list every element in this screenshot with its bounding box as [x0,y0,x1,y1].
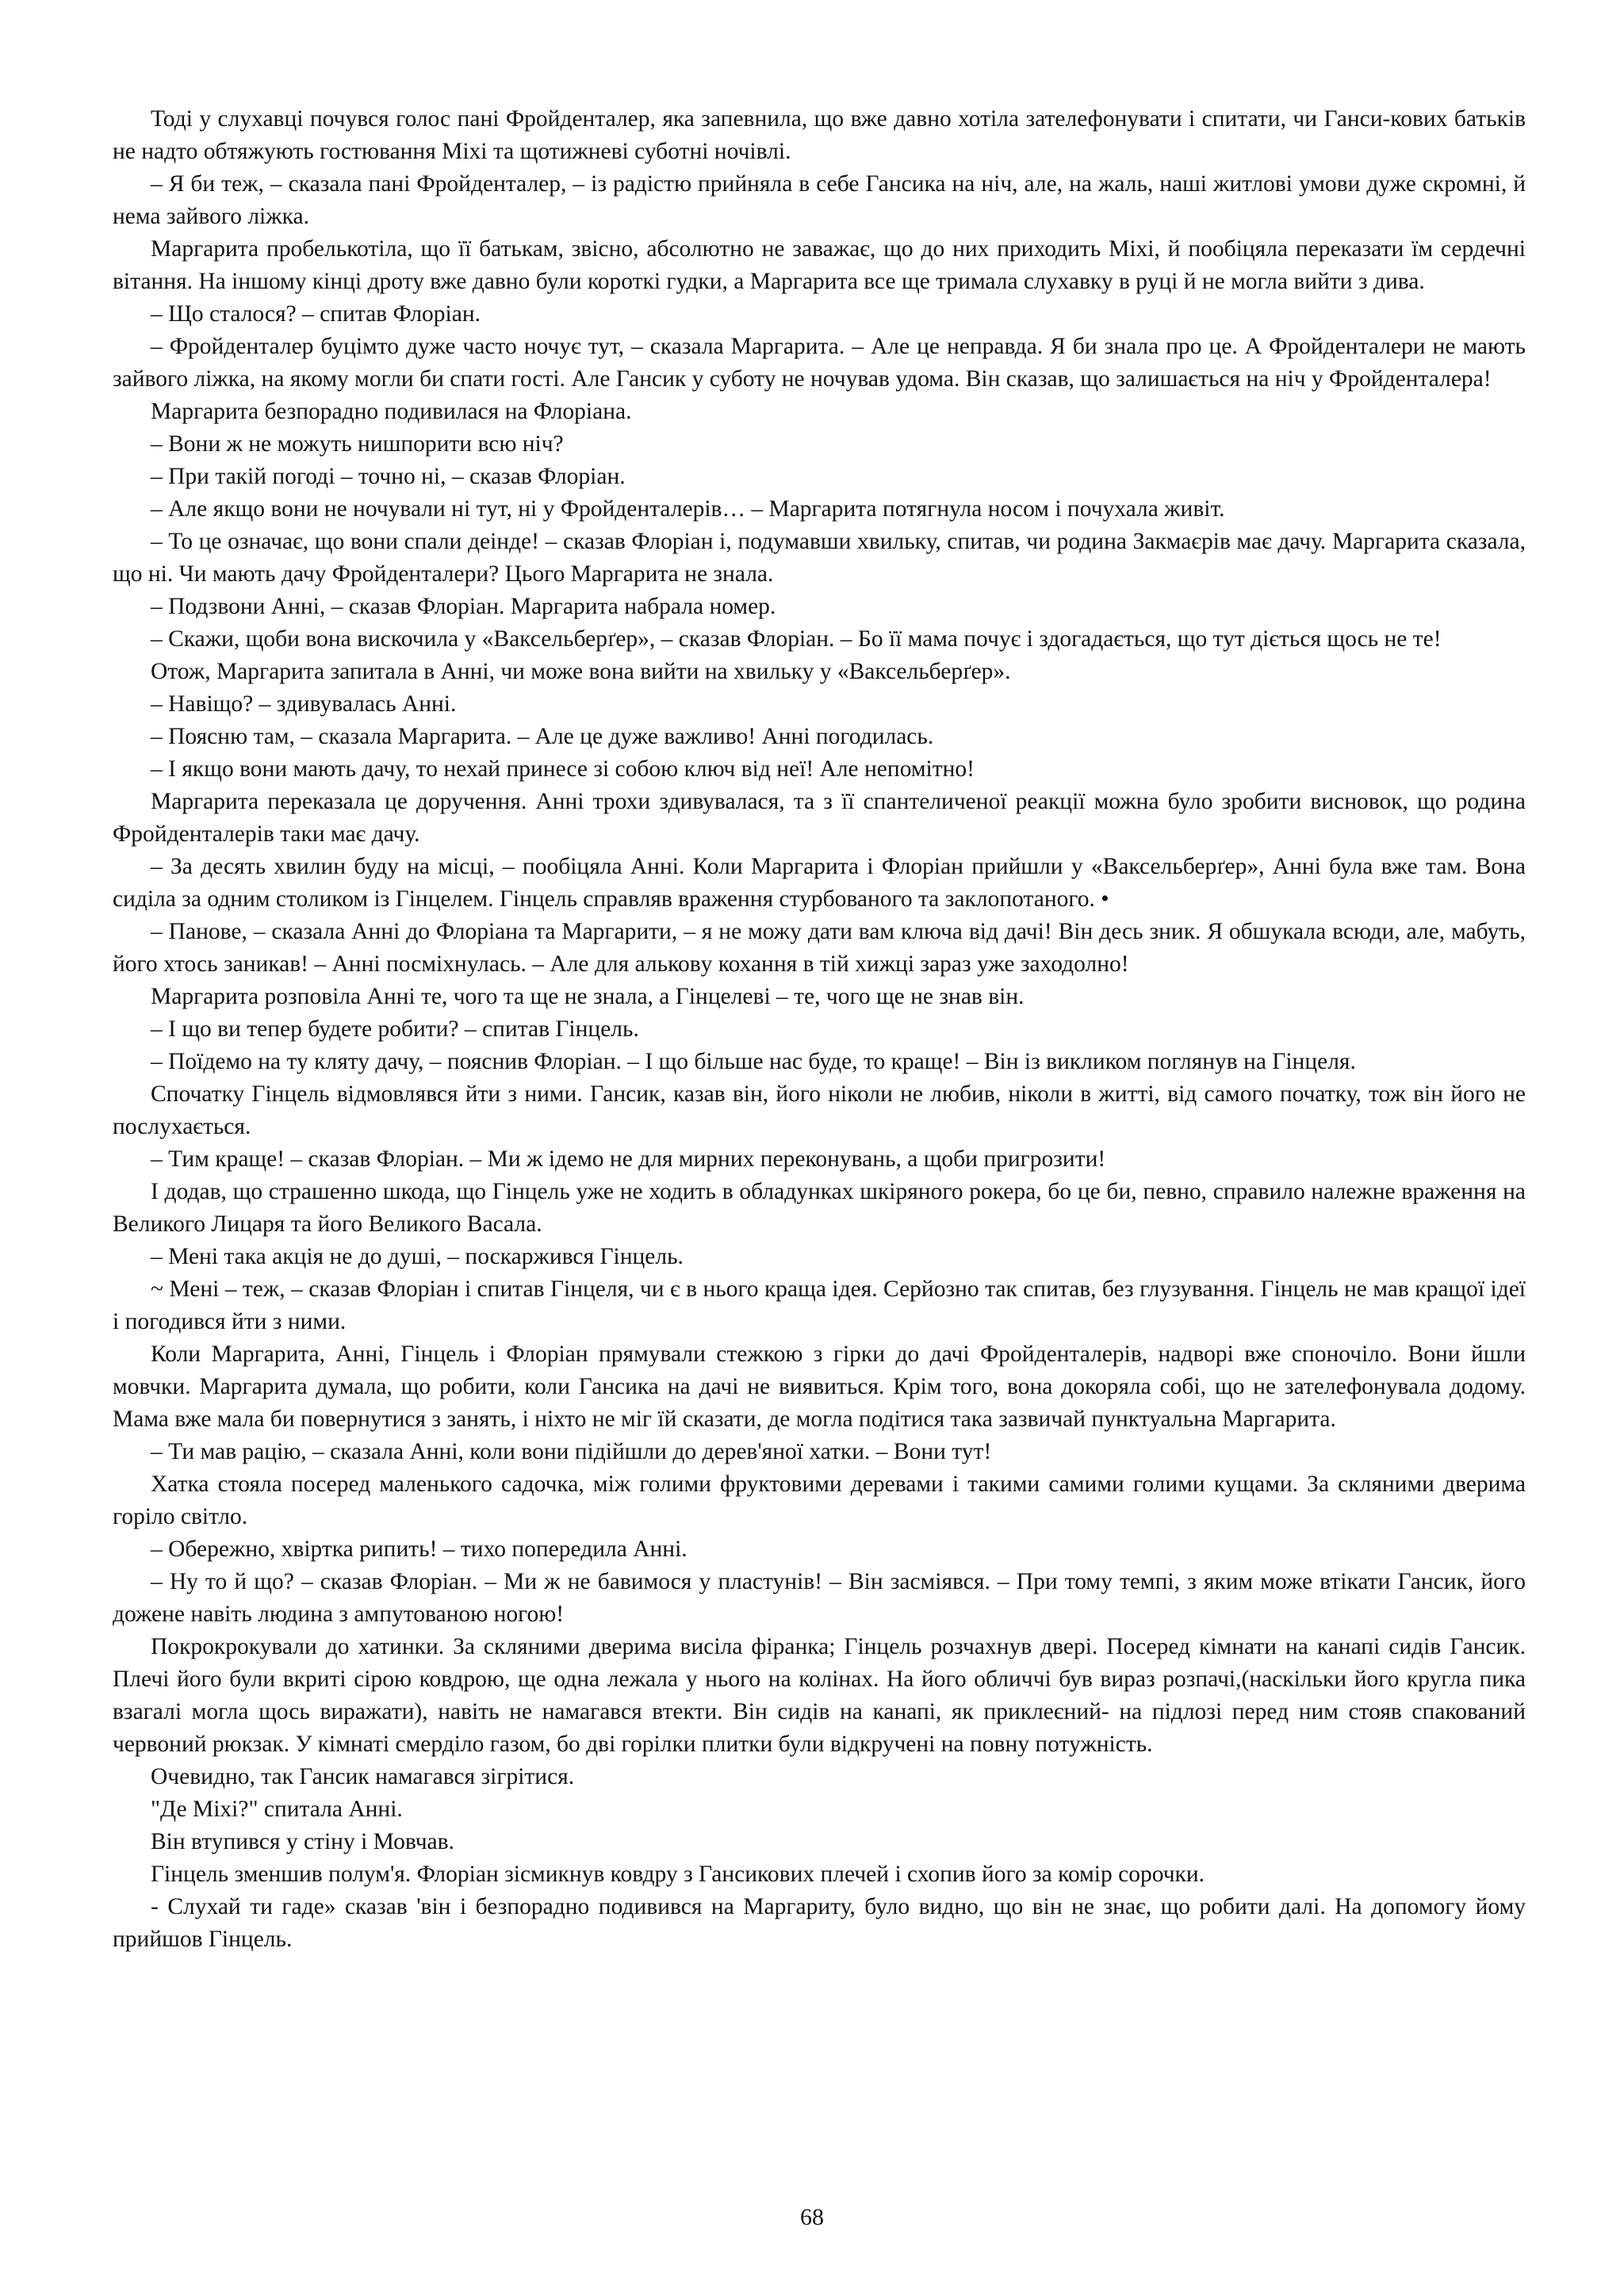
paragraph: – Я би теж, – сказала пані Фройденталер, – із радістю прийняла в себе Гансика на ніч, але, на жаль, наші житлові умови дуже скромні, й нема зайвого ліжка. [113,171,1526,229]
document-body [113,103,1526,1956]
paragraph: – Але якщо вони не ночували ні тут, ні у Фройденталерів… – Маргарита потягнула носом і почухала живіт. [151,496,1225,522]
paragraph: Маргарита пробелькотіла, що її батькам, звісно, абсолютно не заважає, що до них приходить Міхі, й пообіцяла переказати їм сердечні вітання. На іншому кінці дроту вже давно були короткі гудки, а Маргарита все ще тримала слухавку в руці й не могла вийти з дива. [113,236,1526,294]
paragraph: ~ Мені – теж, – сказав Флоріан і спитав Гінцеля, чи є в нього краща ідея. Серйозно так спитав, без глузування. Гінцель не мав кращої ідеї і погодився йти з ними. [113,1276,1526,1334]
paragraph: – Панове, – сказала Анні до Флоріана та Маргарити, – я не можу дати вам ключа від дачі! Він десь зник. Я обшукала всюди, але, мабуть, його хтось заникав! – Анні посміхнулась. – Але для альковy кохання в тій хижці зараз уже заходолно! [113,919,1526,977]
paragraph: - Слухай ти гаде» сказав 'він і безпорадно подивився на Маргариту, було видно, що він не знає, що робити далі. На допомогу йому прийшов Гінцель. [113,1894,1526,1952]
paragraph: – І що ви тепер будете робити? – спитав Гінцель. [151,1016,639,1042]
paragraph: Він втупився у стіну і Мовчав. [151,1829,454,1854]
paragraph: "Де Міхі?" спитала Анні. [151,1797,403,1822]
paragraph: – При такій погоді – точно ні, – сказав Флоріан. [151,464,626,489]
paragraph: Коли Маргарита, Анні, Гінцель і Флоріан прямували стежкою з гірки до дачі Фройденталерів, надворі вже споночіло. Вони йшли мовчки. Маргарита думала, що робити, коли Гансика на дачі не виявиться. Крім того, вона докоряла собі, що не зателефонувала додому. Мама вже мала би повернутися з занять, і ніхто не міг їй сказати, де могла подітися така зазвичай пунктуальна Маргарита. [113,1341,1526,1432]
paragraph: Хатка стояла посеред маленького садочка, між голими фруктовими деревами і такими самими голими кущами. За скляними дверима горіло світло. [113,1471,1526,1529]
page-number: 68 [800,2204,824,2230]
paragraph: Отож, Маргарита запитала в Анні, чи може вона вийти на хвильку у «Ваксельберґер». [151,659,1011,684]
paragraph: – Навіщо? – здивувалась Анні. [151,691,457,717]
paragraph: Очевидно, так Гансик намагався зігрітися. [151,1764,575,1789]
paragraph: Спочатку Гінцель відмовлявся йти з ними. Гансик, казав він, його ніколи не любив, ніколи в житті, від самого початку, тож він його не послухається. [113,1081,1526,1139]
paragraph: – Ну то й що? – сказав Флоріан. – Ми ж не бавимося у пластунів! – Він засміявся. – При тому темпі, з яким може втікати Гансик, його дожене навіть людина з ампутованою ногою! [113,1569,1526,1627]
paragraph: – Подзвони Анні, – сказав Флоріан. Маргарита набрала номер. [151,594,776,619]
paragraph: – Обережно, хвіртка рипить! – тихо попередила Анні. [151,1536,688,1562]
paragraph: Маргарита переказала це доручення. Анні трохи здивувалася, та з її спантеличеної реакції можна було зробити висновок, що родина Фройденталерів таки має дачу. [113,789,1526,847]
paragraph: Маргарита безпорадно подивилася на Флоріана. [151,399,632,424]
paragraph: – І якщо вони мають дачу, то нехай принесе зі собою ключ від неї! Але непомітно! [151,756,975,782]
paragraph: – Фройденталер буцімто дуже часто ночує тут, – сказала Маргарита. – Але це неправда. Я би знала про це. А Фройденталери не мають зайвого ліжка, на якому могли би спати гості. Але Гансик у суботу не ночував удома. Він сказав, що залишається на ніч у Фройденталера! [113,334,1526,392]
paragraph: – Скажи, щоби вона вискочила у «Ваксельберґер», – сказав Флоріан. – Бо її мама почує і здогадається, що тут діється щось не те! [151,626,1442,652]
paragraph: – Вони ж не можуть нишпорити всю ніч? [151,431,564,457]
paragraph: – Ти мав рацію, – сказала Анні, коли вони підійшли до дерев'яної хатки. – Вони тут! [151,1439,992,1464]
paragraph: – За десять хвилин буду на місці, – пообіцяла Анні. Коли Маргарита і Флоріан прийшли у «Ваксельберґер», Анні була вже там. Вона сиділа за одним столиком із Гінцелем. Гінцель справляв враження стурбованого та заклопотаного. • [113,854,1526,912]
paragraph: І додав, що страшенно шкода, що Гінцель уже не ходить в обладунках шкіряного рокера, бо це би, певно, справило належне враження на Великого Лицаря та його Великого Васала. [113,1179,1526,1237]
paragraph: Покрокрокували до хатинки. За скляними дверима висіла фіранка; Гінцель розчахнув двері. Посеред кімнати на канапі сидів Гансик. Плечі його були вкриті сірою ковдрою, ще одна лежала у нього на колінах. На його обличчі був вираз розпачі,(наскільки його кругла пика взагалі могла щось виражати), навіть не намагався втекти. Він сидів на канапі, як приклеєний- на підлозі перед ним стояв спакований червоний рюкзак. У кімнаті смерділо газом, бо дві горілки плитки були відкручені на повну потужність. [113,1634,1526,1757]
paragraph: – То це означає, що вони спали деінде! – сказав Флоріан і, подумавши хвильку, спитав, чи родина Закмаєрів має дачу. Маргарита сказала, що ні. Чи мають дачу Фройденталери? Цього Маргарита не знала. [113,529,1526,587]
paragraph: Маргарита розповіла Анні те, чого та ще не знала, а Гінцелеві – те, чого ще не знав він. [151,984,1025,1009]
paragraph: – Тим краще! – сказав Флоріан. – Ми ж ідемо не для мирних переконувань, а щоби пригрозити! [151,1146,1106,1172]
paragraph: – Що сталося? – спитав Флоріан. [151,301,481,327]
paragraph: – Поїдемо на ту кляту дачу, – пояснив Флоріан. – І що більше нас буде, то краще! – Він із викликом поглянув на Гінцеля. [151,1049,1356,1074]
paragraph: Гінцель зменшив полум'я. Флоріан зісмикнув ковдру з Гансикових плечей і схопив його за комір сорочки. [151,1862,1205,1887]
paragraph: – Мені така акція не до душі, – поскаржився Гінцель. [151,1244,684,1269]
paragraph: Тоді у слухавці почувся голос пані Фройденталер, яка запевнила, що вже давно хотіла зателефонувати і спитати, чи Ганси-кових батьків не надто обтяжують гостювання Міхі та щотижневі суботні ночівлі. [113,106,1526,164]
paragraph: – Поясню там, – сказала Маргарита. – Але це дуже важливо! Анні погодилась. [151,724,934,749]
